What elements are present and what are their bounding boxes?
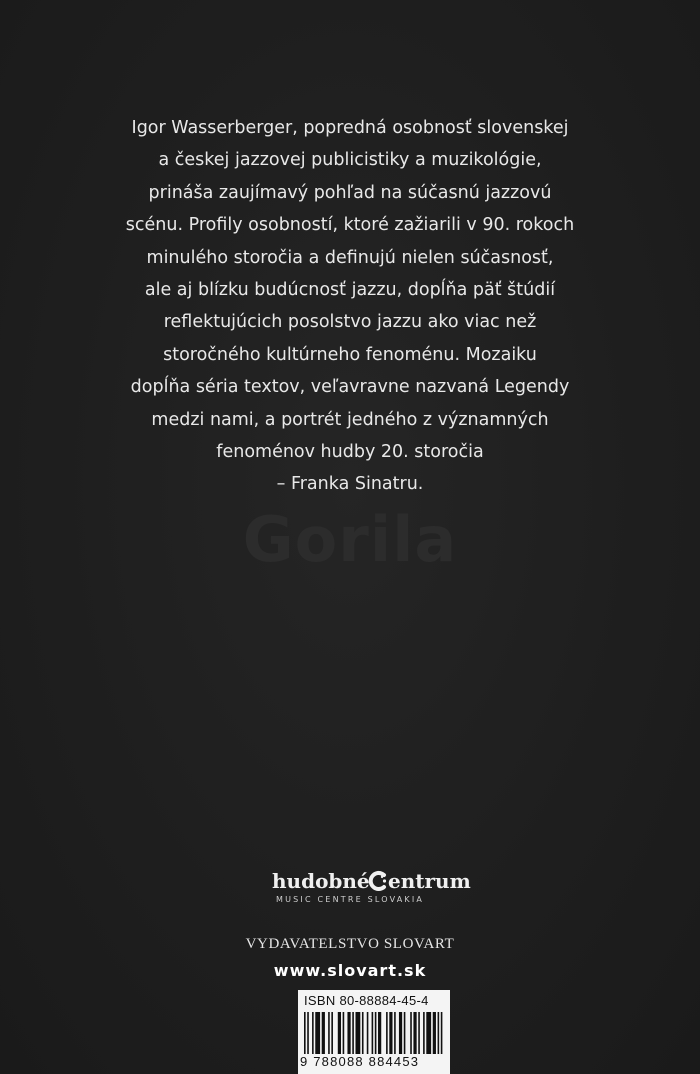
description-line: scénu. Profily osobností, ktoré zažiarili v 90. rokoch	[125, 215, 575, 236]
gorila-watermark: Gorila	[242, 503, 458, 576]
description-line: a českej jazzovej publicistiky a muzikológie,	[158, 150, 542, 171]
description-line: reflektujúcich posolstvo jazzu ako viac než	[163, 312, 537, 333]
isbn-barcode-block	[298, 990, 450, 1074]
logo-subtitle: MUSIC CENTRE SLOVAKIA	[276, 895, 425, 904]
book-description	[60, 112, 640, 501]
description-line: ale aj blízku budúcnosť jazzu, dopĺňa päť štúdií	[144, 280, 556, 301]
logo-word-hudobne: hudobné	[272, 869, 370, 893]
description-line: fenoménov hudby 20. storočia	[216, 442, 484, 463]
description-line: storočného kultúrneho fenoménu. Mozaiku	[163, 344, 537, 365]
logo-word-entrum: entrum	[388, 869, 471, 893]
description-line: – Franka Sinatru.	[276, 474, 424, 495]
description-line: Igor Wasserberger, popredná osobnosť slovenskej	[131, 118, 569, 138]
hudobne-centrum-logo	[272, 868, 472, 912]
publisher-website: www.slovart.sk	[273, 961, 427, 980]
publisher-name: VYDAVATELSTVO SLOVART	[245, 936, 455, 952]
isbn-label: ISBN 80-88884-45-4	[304, 993, 429, 1008]
barcode-icon	[304, 1012, 444, 1054]
description-line: prináša zaujímavý pohľad na súčasnú jazzovú	[148, 182, 552, 203]
description-line: minulého storočia a definujú nielen súčasnosť,	[146, 247, 554, 268]
description-line: dopĺňa séria textov, veľavravne nazvaná Legendy	[130, 377, 570, 398]
barcode-digits: 9 788088 884453	[300, 1054, 420, 1069]
description-line: medzi nami, a portrét jedného z významných	[151, 409, 549, 430]
logo-wordmark	[272, 868, 472, 894]
c-swirl-icon	[367, 870, 389, 892]
